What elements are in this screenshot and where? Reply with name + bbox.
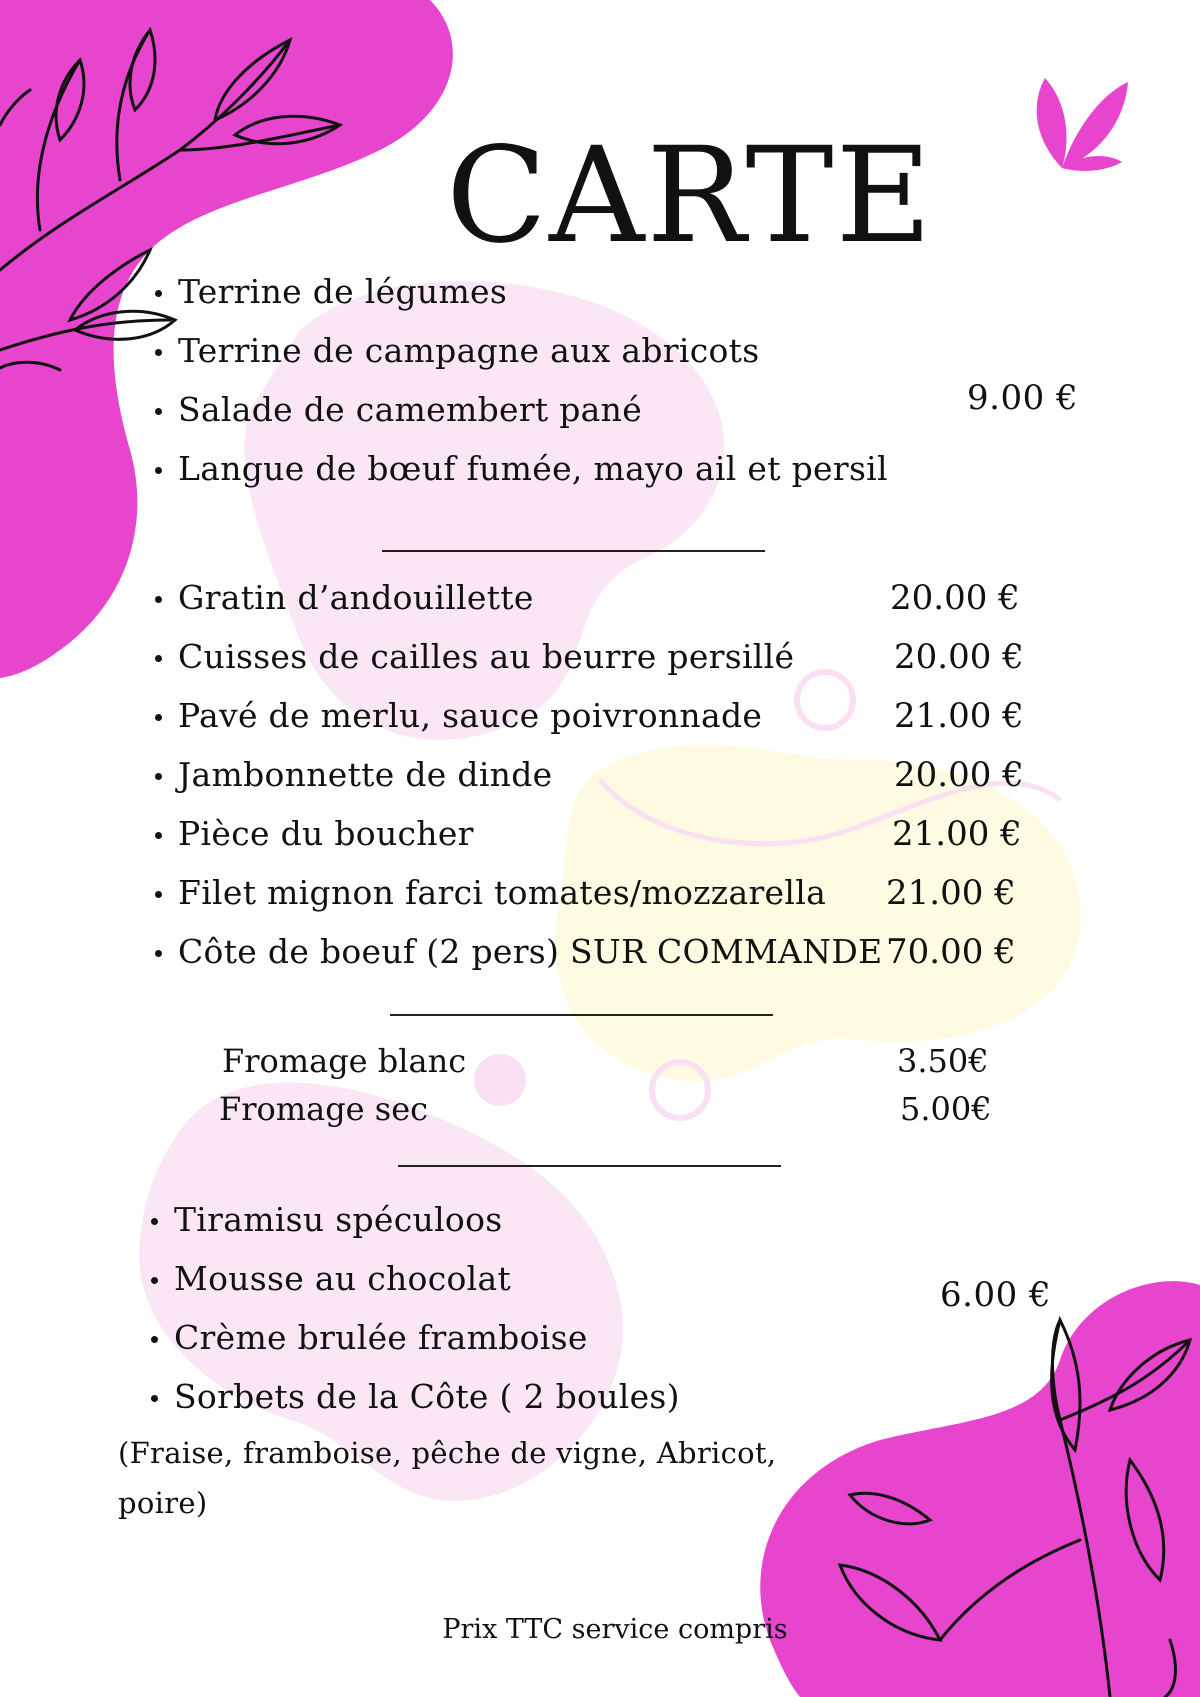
list-item: Terrine de campagne aux abricots	[150, 321, 888, 380]
sorbet-flavours-note: (Fraise, framboise, pêche de vigne, Abricot, poire)	[118, 1436, 777, 1520]
list-item: Crème brulée framboise	[146, 1308, 680, 1367]
cheese-price: 5.00€	[900, 1090, 992, 1128]
list-item: Cuisses de cailles au beurre persillé	[150, 627, 883, 686]
list-item: Pièce du boucher	[150, 804, 883, 863]
list-item: Filet mignon farci tomates/mozzarella	[150, 863, 883, 922]
footer-note: Prix TTC service compris	[442, 1614, 788, 1645]
list-item: Sorbets de la Côte ( 2 boules)	[146, 1367, 680, 1426]
desserts-price: 6.00 €	[940, 1275, 1052, 1315]
list-item: Terrine de légumes	[150, 262, 888, 321]
cheese-price: 3.50€	[897, 1042, 989, 1080]
list-item: Côte de boeuf (2 pers) SUR COMMANDE	[150, 922, 883, 981]
list-item: Jambonnette de dinde	[150, 745, 883, 804]
main-price: 20.00 €	[890, 578, 1020, 618]
mains-list	[150, 568, 883, 981]
list-item: Tiramisu spéculoos	[146, 1190, 680, 1249]
starters-price: 9.00 €	[967, 378, 1079, 418]
list-item: Mousse au chocolat	[146, 1249, 680, 1308]
cheese-item: Fromage blanc	[222, 1042, 467, 1080]
list-item: Pavé de merlu, sauce poivronnade	[150, 686, 883, 745]
main-price: 21.00 €	[892, 814, 1022, 854]
main-price: 21.00 €	[894, 696, 1024, 736]
starters-list	[150, 262, 888, 498]
divider	[390, 1014, 773, 1016]
desserts-list	[146, 1190, 680, 1426]
list-item: Gratin d’andouillette	[150, 568, 883, 627]
main-price: 20.00 €	[894, 755, 1024, 795]
cheese-item: Fromage sec	[219, 1090, 429, 1128]
list-item: Langue de bœuf fumée, mayo ail et persil	[150, 439, 888, 498]
main-price: 70.00 €	[886, 932, 1016, 972]
divider	[382, 550, 765, 552]
list-item: Salade de camembert pané	[150, 380, 888, 439]
main-price: 20.00 €	[894, 637, 1024, 677]
main-price: 21.00 €	[886, 873, 1016, 913]
page-title: CARTE	[446, 119, 934, 274]
divider	[398, 1165, 781, 1167]
